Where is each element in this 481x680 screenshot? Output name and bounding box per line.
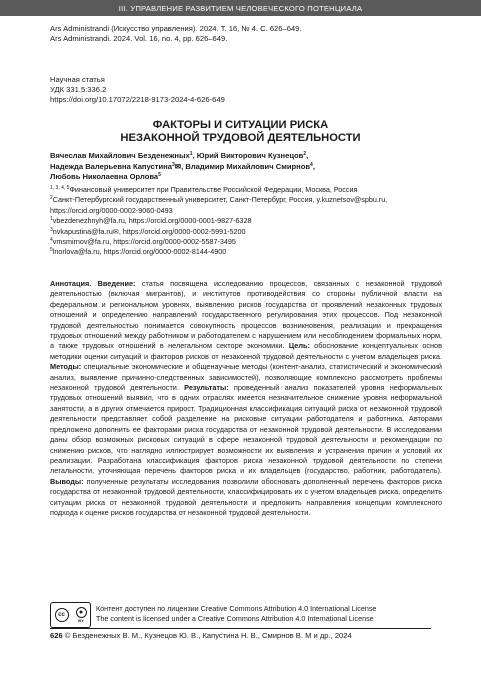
abstract-results: проведенный анализ показателей уровня неформальных трудовых отношений выявил, что в одних отраслях имеется незначительное снижение уровня неформальной занятости, а в других отмечается прирост. Традиционная классификация ситуаций риска от незаконной трудовой деятельности представляет собой разделение на рисковые ситуации работодателя и работника. Авторами предложено дополнить ее факторами риска государства от незаконной трудовой деятельности. В исследовании даны обзор возможных рисковых ситуаций в сфере незаконной трудовой деятельности и рекомендации по снижению рисков, что наглядно иллюстрирует возможности их выявления и устранения причин и условий их реализации. Разработана классификация факторов риска незаконной трудовой деятельности по степени легальности, уточняющая перечень факторов риска и их владельцев (государство, работник, работодатель). bbox=[50, 383, 442, 476]
author-list: Вячеслав Михайлович Безденежных$^1$, Юрий Викторович Кузнецов$^2$, Надежда Валерьевна Капустина$^3$✉, Владимир Михайлович Смирнов$^4$, Любовь Николаевна Орлова$^5$ bbox=[50, 151, 315, 181]
author-affil-mark: 3 bbox=[171, 161, 175, 168]
page-footer bbox=[50, 631, 450, 641]
author-affil-mark: 1 bbox=[189, 151, 193, 157]
author-affil-mark: 2 bbox=[303, 151, 307, 157]
running-header bbox=[0, 0, 481, 16]
author-name: Юрий Викторович Кузнецов bbox=[196, 151, 304, 160]
section-title: III. УПРАВЛЕНИЕ РАЗВИТИЕМ ЧЕЛОВЕЧЕСКОГО ПОТЕНЦИАЛА bbox=[118, 3, 363, 13]
license-en: The content is licensed under a Creative Commons Attribution 4.0 International License bbox=[96, 614, 374, 623]
page-number: 626 bbox=[50, 631, 63, 640]
contact-5[interactable]: lnorlova@fa.ru, https://orcid.org/0000-0002-8144-4900 bbox=[52, 247, 227, 257]
license-ru: Контент доступен по лицензии Creative Commons Attribution 4.0 International License bbox=[96, 604, 377, 613]
author-name: Вячеслав Михайлович Безденежных bbox=[50, 151, 190, 160]
article-type: Научная статья bbox=[50, 75, 105, 84]
author-affil-mark: 4 bbox=[310, 161, 313, 168]
udc-code: УДК 331.5:336.2 bbox=[50, 85, 107, 94]
contact-1[interactable]: vbezdenezhnyh@fa.ru, https://orcid.org/0000-0001-9827-6328 bbox=[52, 216, 252, 226]
person-icon: ● bbox=[76, 607, 87, 618]
affiliation-1: Финансовый университет при Правительстве Российской Федерации, Москва, Россия bbox=[69, 185, 358, 194]
author-affil-mark: 5 bbox=[158, 172, 161, 178]
citation-en: Ars Administrandi. 2024. Vol. 16, no. 4, pp. 626–649. bbox=[50, 34, 228, 43]
mail-icon: ✉ bbox=[174, 161, 182, 171]
affiliation-2: Санкт-Петербургский государственный университет, Санкт-Петербург, Россия, y.kuznetsov@spbu.ru, bbox=[52, 195, 388, 205]
cc-by-badge[interactable] bbox=[50, 602, 91, 628]
title-line-1: ФАКТОРЫ И СИТУАЦИИ РИСКА bbox=[152, 119, 329, 131]
abstract-label-results: Результаты: bbox=[184, 383, 229, 393]
abstract-label-intro: Аннотация. Введение: bbox=[50, 279, 136, 288]
author-name: Надежда Валерьевна Капустина bbox=[50, 161, 172, 171]
author-name: Владимир Михайлович Смирнов bbox=[185, 161, 311, 171]
mail-icon: ✉ bbox=[112, 226, 119, 236]
article-meta bbox=[50, 75, 450, 105]
footer-divider bbox=[50, 628, 431, 629]
abstract bbox=[50, 279, 442, 518]
by-icon: ● BY bbox=[76, 607, 87, 623]
abstract-methods: специальные экономические и общенаучные методы (контент-анализ, статистический и экономический анализ, выявление причинно-следственных зависимостей), позволяющие комплексно рассмотреть проблемы незаконной трудовой деятельности. bbox=[50, 362, 442, 393]
cc-icon: cc bbox=[55, 608, 69, 622]
license-text bbox=[96, 604, 456, 624]
abstract-intro: статья посвящена исследованию процессов, связанных с незаконной трудовой деятельностью (включая мигрантов), и институтов противодействия со стороны публичной власти на федеральном и региональном уровнях, выявлению рисков государства от проявлений незаконных трудовых отношений и определению направлений государственного регулирования этих процессов. Под незаконной трудовой деятельностью понимается совокупность процессов возникновения, реализации и прекращения трудовых отношений между работником и работодателем с нарушением или несоблюдением формальных норм, а также трудовых отношений в нелегальном секторе экономики. bbox=[50, 279, 442, 351]
article-title bbox=[50, 119, 431, 145]
orcid-link[interactable]: https://orcid.org/0000-0002-9060-0493 bbox=[50, 205, 173, 215]
contact-4[interactable]: vmsmirnov@fa.ru, https://orcid.org/0000-0002-5587-3495 bbox=[52, 237, 236, 247]
affiliations: $^{1, 3, 4, 5}$Финансовый университет при Правительстве Российской Федерации, Москва, Россия $^2$Санкт-Петербургский государственный университет, Санкт-Петербург, Россия, y.kuznetsov@spbu.ru, https://orcid.org/0000-0002-9060-0493 $^1$vbezdenezhnyh@fa.ru, https://orcid.org/0000-0001-9827-6328 $^3$nvkapustina@fa.ru✉, https://orcid.org/0000-0002-5991-5200 $^4$vmsmirnov@fa.ru, https://orcid.org/0000-0002-5587-3495 $^5$lnorlova@fa.ru, https://orcid.org/0000-0002-8144-4900 bbox=[50, 185, 388, 257]
abstract-conclusions: полученные результаты исследования позволили обосновать дополненный перечень факторов риска государства от незаконной трудовой деятельности, классифицировать их с учетом владельцев риска, определить ситуации риска от незаконной трудовой деятельности и предложить направления концепции комплексного подхода к оценке рисков государства от незаконной трудовой деятельности. bbox=[50, 476, 442, 517]
citation-block bbox=[50, 24, 450, 44]
contact-3-orcid[interactable]: , https://orcid.org/0000-0002-5991-5200 bbox=[118, 226, 246, 236]
citation-ru: Ars Administrandi (Искусство управления). 2024. Т. 16, № 4. С. 626–649. bbox=[50, 24, 302, 33]
contact-3-email[interactable]: nvkapustina@fa.ru bbox=[52, 226, 113, 236]
abstract-label-conclusions: Выводы: bbox=[50, 476, 84, 486]
copyright: © Безденежных В. М., Кузнецов Ю. В., Капустина Н. В., Смирнов В. М и др., 2024 bbox=[62, 631, 352, 640]
abstract-label-goal: Цель: bbox=[288, 341, 310, 351]
author-name: Любовь Николаевна Орлова bbox=[50, 172, 159, 181]
abstract-label-methods: Методы: bbox=[50, 362, 82, 372]
title-line-2: НЕЗАКОННОЙ ТРУДОВОЙ ДЕЯТЕЛЬНОСТИ bbox=[120, 132, 361, 144]
doi-link[interactable]: https://doi.org/10.17072/2218-9173-2024-4-626-649 bbox=[50, 95, 225, 104]
abstract-goal: обоснование концептуальных основ методики оценки ситуаций и факторов рисков от незаконной трудовой деятельности с учетом владельцев риска. bbox=[50, 341, 442, 361]
